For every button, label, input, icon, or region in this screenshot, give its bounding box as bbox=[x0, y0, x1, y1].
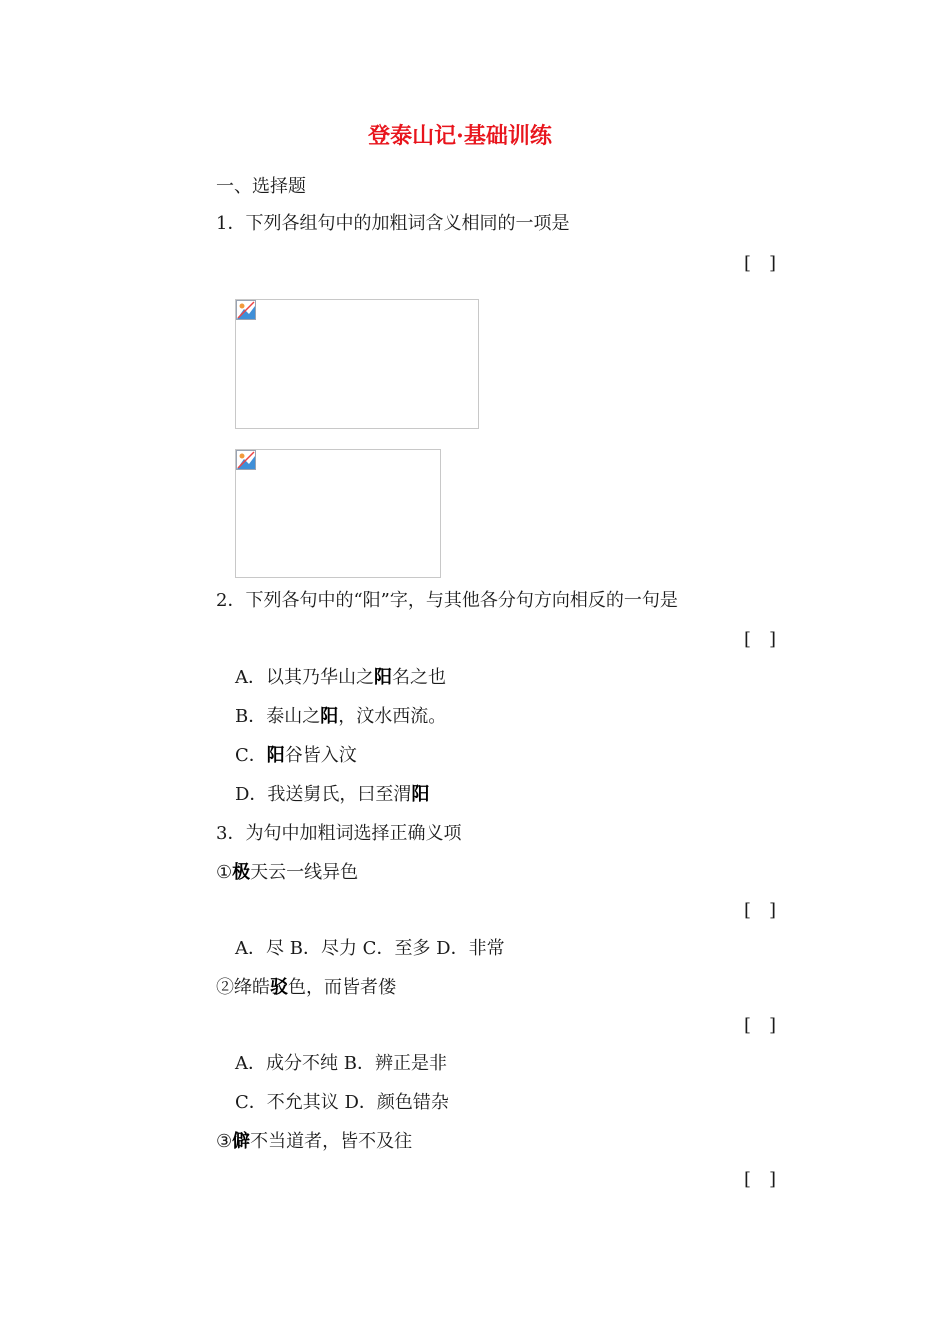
answer-bracket-q3-1: [ ] bbox=[744, 900, 777, 921]
answer-bracket-q2: [ ] bbox=[744, 629, 777, 650]
question-2-stem: 2．下列各句中的“阳”字，与其他各分句方向相反的一句是 bbox=[216, 590, 678, 611]
q3-sub-1: ①极天云一线异色 bbox=[216, 862, 359, 883]
q3-sub-2: ②绛皓驳色，而皆者偻 bbox=[216, 977, 396, 998]
section-heading: 一、选择题 bbox=[216, 176, 306, 197]
q2-option-c: C．阳谷皆入汶 bbox=[235, 745, 357, 766]
q2-option-b: B．泰山之阳，汶水西流。 bbox=[235, 706, 447, 727]
answer-bracket-q3-3: [ ] bbox=[744, 1169, 777, 1190]
q3-sub-1-options: A．尽 B．尽力 C．至多 D．非常 bbox=[235, 938, 505, 959]
answer-bracket-q3-2: [ ] bbox=[744, 1015, 777, 1036]
q3-sub-2-options-row1: A．成分不纯 B．辨正是非 bbox=[235, 1053, 447, 1074]
q2-option-d: D．我送舅氏，曰至渭阳 bbox=[235, 784, 430, 805]
question-1-stem: 1．下列各组句中的加粗词含义相同的一项是 bbox=[216, 213, 570, 234]
question-3-stem: 3．为句中加粗词选择正确义项 bbox=[216, 823, 462, 844]
broken-image-icon bbox=[236, 450, 256, 470]
broken-image-1 bbox=[235, 299, 479, 429]
q2-option-a: A．以其乃华山之阳名之也 bbox=[235, 667, 446, 688]
q3-sub-2-options-row2: C．不允其议 D．颜色错杂 bbox=[235, 1092, 449, 1113]
broken-image-2 bbox=[235, 449, 441, 578]
q3-sub-3: ③僻不当道者，皆不及往 bbox=[216, 1131, 413, 1152]
page-title: 登泰山记·基础训练 bbox=[368, 123, 552, 149]
broken-image-icon bbox=[236, 300, 256, 320]
answer-bracket-q1: [ ] bbox=[744, 253, 777, 274]
